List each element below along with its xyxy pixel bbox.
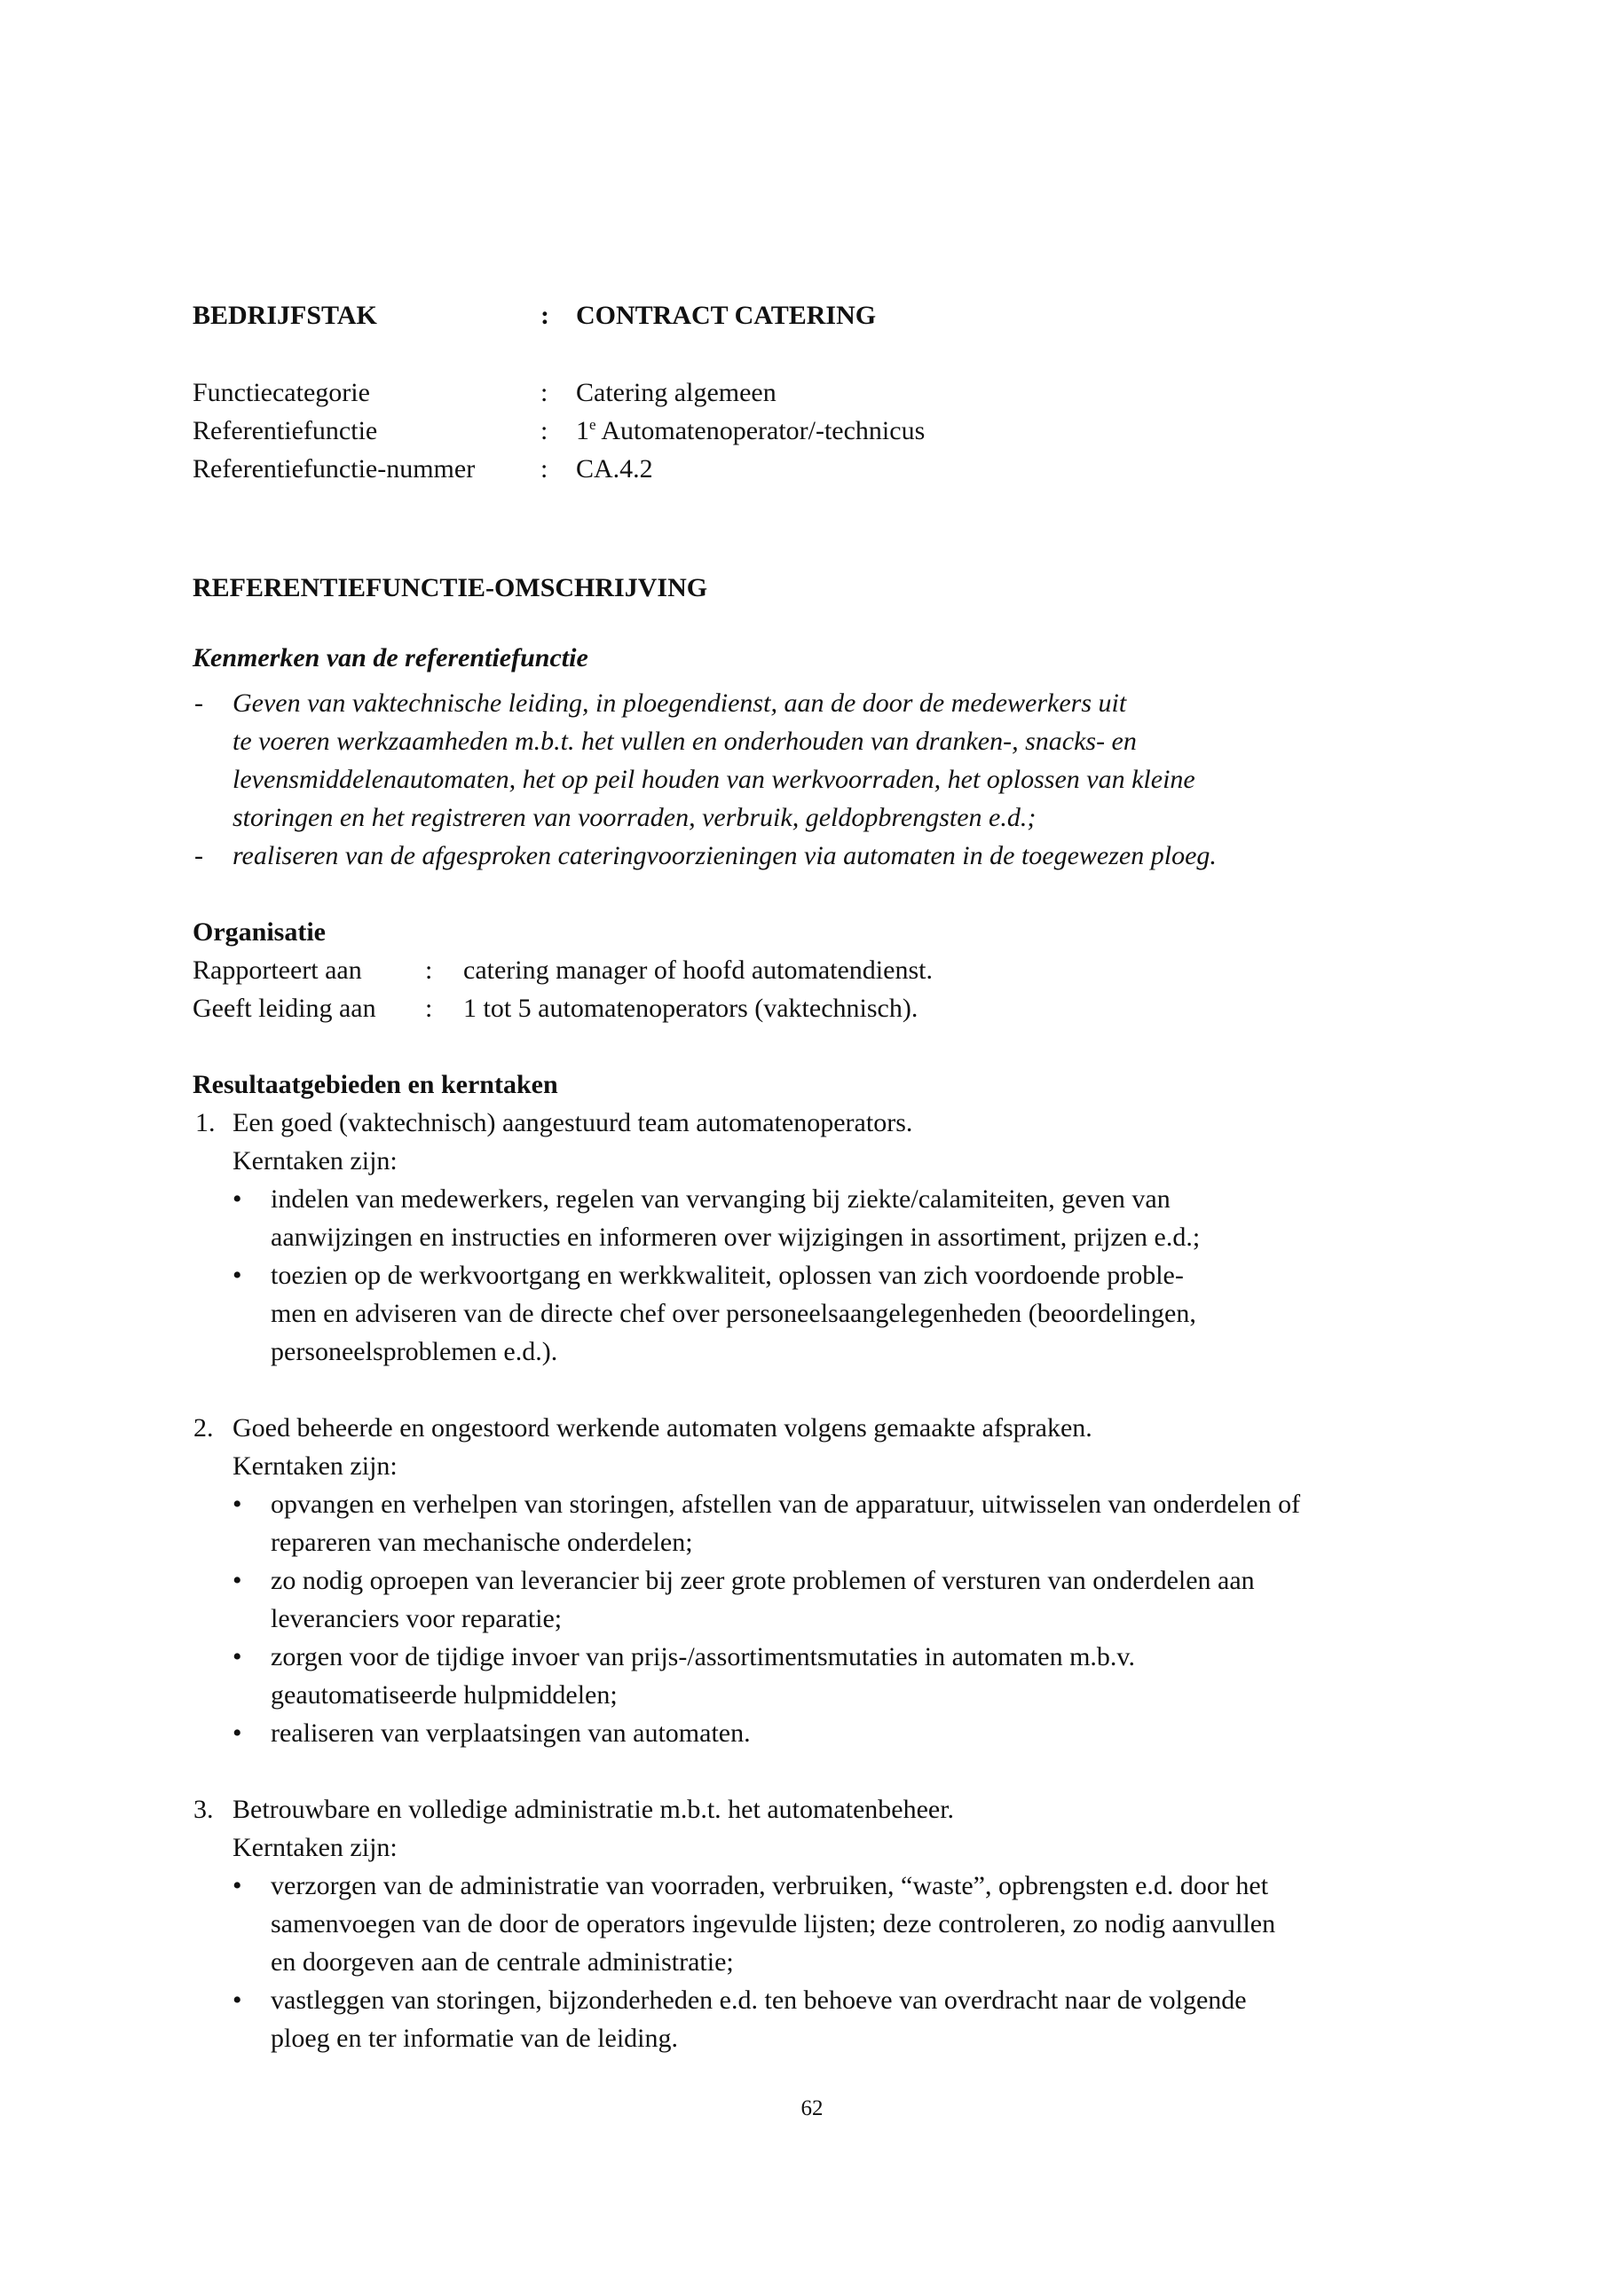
- separator: :: [425, 994, 433, 1023]
- task-line: aanwijzingen en instructies en informeren over wijzigingen in assortiment, prijzen e.d.;: [271, 1223, 1201, 1252]
- sector-value: CONTRACT CATERING: [576, 301, 877, 330]
- separator: :: [540, 416, 548, 445]
- task-line: ploeg en ter informatie van de leiding.: [271, 2024, 679, 2053]
- separator: :: [540, 301, 549, 330]
- characteristic-line: te voeren werkzaamheden m.b.t. het vullen en onderhouden van dranken-, snacks- en: [233, 727, 1137, 756]
- field-value: Catering algemeen: [576, 378, 777, 407]
- separator: :: [425, 955, 433, 985]
- characteristic-line: levensmiddelenautomaten, het op peil houden van werkvoorraden, het oplossen van kleine: [233, 765, 1195, 794]
- item-number: 2.: [193, 1413, 214, 1443]
- field-value-text: Automatenoperator/-technicus: [595, 416, 926, 445]
- characteristics-heading: Kenmerken van de referentiefunctie: [193, 643, 588, 672]
- task-line: geautomatiseerde hulpmiddelen;: [271, 1680, 618, 1710]
- characteristic-line: Geven van vaktechnische leiding, in ploegendienst, aan de door de medewerkers uit: [233, 688, 1127, 718]
- bullet-icon: •: [233, 1261, 242, 1290]
- field-value: CA.4.2: [576, 454, 653, 484]
- task-line: repareren van mechanische onderdelen;: [271, 1528, 693, 1557]
- item-subtitle: Kerntaken zijn:: [233, 1833, 398, 1862]
- task-line: opvangen en verhelpen van storingen, afstellen van de apparatuur, uitwisselen van onderdelen of: [271, 1490, 1301, 1519]
- organisation-label: Rapporteert aan: [193, 955, 362, 985]
- characteristic-line: storingen en het registreren van voorraden, verbruik, geldopbrengsten e.d.;: [233, 803, 1037, 832]
- field-value: [576, 412, 925, 450]
- dash-marker: -: [194, 841, 203, 870]
- sector-label: BEDRIJFSTAK: [193, 301, 377, 330]
- dash-marker: -: [194, 688, 203, 718]
- organisation-value: catering manager of hoofd automatendienst.: [463, 955, 933, 985]
- field-value-prefix: 1: [576, 416, 589, 445]
- organisation-label: Geeft leiding aan: [193, 994, 376, 1023]
- item-subtitle: Kerntaken zijn:: [233, 1451, 398, 1481]
- item-subtitle: Kerntaken zijn:: [233, 1146, 398, 1176]
- task-line: vastleggen van storingen, bijzonderheden e.d. ten behoeve van overdracht naar de volgende: [271, 1985, 1247, 2015]
- item-number: 1.: [195, 1108, 216, 1137]
- results-heading: Resultaatgebieden en kerntaken: [193, 1070, 558, 1099]
- task-line: en doorgeven aan de centrale administratie;: [271, 1947, 734, 1977]
- item-title: Goed beheerde en ongestoord werkende automaten volgens gemaakte afspraken.: [233, 1413, 1092, 1443]
- separator: :: [540, 378, 548, 407]
- bullet-icon: •: [233, 1642, 242, 1671]
- separator: :: [540, 454, 548, 484]
- bullet-icon: •: [233, 1985, 242, 2015]
- field-label: Functiecategorie: [193, 378, 370, 407]
- task-line: men en adviseren van de directe chef over personeelsaangelegenheden (beoordelingen,: [271, 1299, 1196, 1328]
- task-line: indelen van medewerkers, regelen van vervanging bij ziekte/calamiteiten, geven van: [271, 1184, 1171, 1214]
- task-line: realiseren van verplaatsingen van automaten.: [271, 1718, 751, 1748]
- task-line: zo nodig oproepen van leverancier bij zeer grote problemen of versturen van onderdelen aan: [271, 1566, 1255, 1595]
- organisation-heading: Organisatie: [193, 917, 326, 947]
- task-line: verzorgen van de administratie van voorraden, verbruiken, “waste”, opbrengsten e.d. door het: [271, 1871, 1269, 1900]
- task-line: personeelsproblemen e.d.).: [271, 1337, 558, 1366]
- task-line: toezien op de werkvoortgang en werkkwaliteit, oplossen van zich voordoende proble-: [271, 1261, 1184, 1290]
- bullet-icon: •: [233, 1871, 242, 1900]
- section-title: REFERENTIEFUNCTIE-OMSCHRIJVING: [193, 573, 708, 602]
- field-value-superscript: e: [589, 416, 596, 433]
- bullet-icon: •: [233, 1184, 242, 1214]
- organisation-value: 1 tot 5 automatenoperators (vaktechnisch).: [463, 994, 918, 1023]
- item-title: Betrouwbare en volledige administratie m.b.t. het automatenbeheer.: [233, 1795, 955, 1824]
- bullet-icon: •: [233, 1718, 242, 1748]
- page-number: 62: [800, 2096, 824, 2120]
- task-line: zorgen voor de tijdige invoer van prijs-/assortimentsmutaties in automaten m.b.v.: [271, 1642, 1135, 1671]
- item-number: 3.: [193, 1795, 214, 1824]
- task-line: samenvoegen van de door de operators ingevulde lijsten; deze controleren, zo nodig aanvullen: [271, 1909, 1276, 1938]
- task-line: leveranciers voor reparatie;: [271, 1604, 563, 1633]
- bullet-icon: •: [233, 1490, 242, 1519]
- field-label: Referentiefunctie: [193, 416, 378, 445]
- item-title: Een goed (vaktechnisch) aangestuurd team automatenoperators.: [233, 1108, 913, 1137]
- field-label: Referentiefunctie-nummer: [193, 454, 476, 484]
- bullet-icon: •: [233, 1566, 242, 1595]
- characteristic-line: realiseren van de afgesproken cateringvoorzieningen via automaten in de toegewezen ploeg.: [233, 841, 1217, 870]
